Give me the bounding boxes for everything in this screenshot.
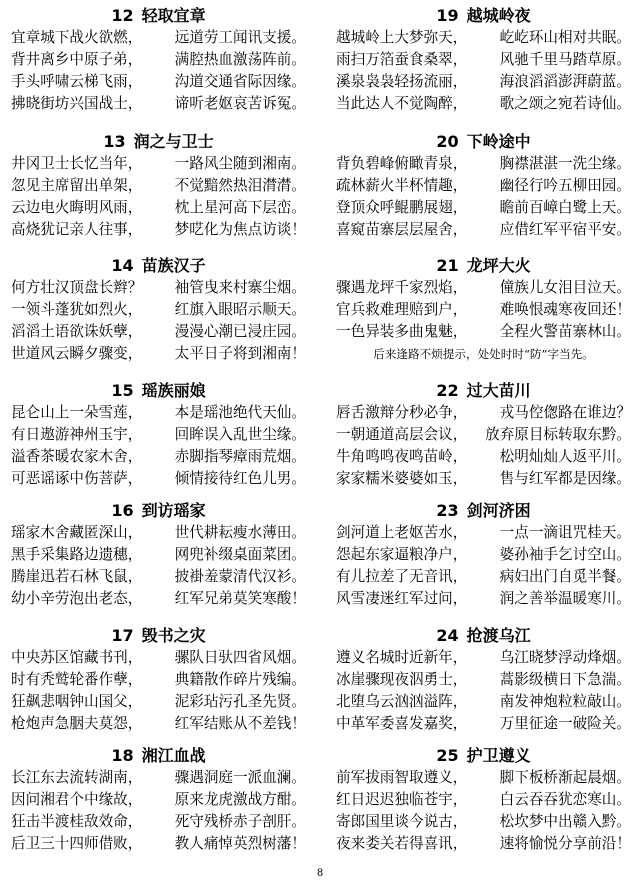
line-first-half: 牛角鸣鸣夜鸣苗岭， xyxy=(336,448,468,465)
poem-17 xyxy=(11,625,306,735)
line-second-half: 回眸误入乱世尘缘。 xyxy=(174,426,306,443)
poem-title-text: 越城岭夜 xyxy=(466,6,531,25)
line-second-half: 速将愉悦分享前沿！ xyxy=(499,835,631,852)
poem-title xyxy=(11,625,306,647)
poem-title xyxy=(336,380,631,402)
poem-19 xyxy=(336,5,631,115)
line-first-half: 疏林薪火半杯情趣， xyxy=(336,177,468,194)
line-second-half: 太平日子将到湘南！ xyxy=(174,345,306,362)
line-second-half: 婆孙袖手乞讨空山。 xyxy=(499,546,631,563)
line-second-half: 袖管曳来村寨尘烟。 xyxy=(174,279,306,296)
poem-number: 23 xyxy=(436,501,459,520)
poem-14 xyxy=(11,255,306,365)
poem-line xyxy=(11,566,306,588)
line-second-half: 海浪滔滔澎湃蔚蓝。 xyxy=(499,73,631,90)
line-first-half: 官兵救难理赔到户， xyxy=(336,301,468,318)
poem-number: 22 xyxy=(436,381,459,400)
poem-line xyxy=(336,468,631,490)
poem-line xyxy=(11,175,306,197)
poem-24 xyxy=(336,625,631,735)
line-second-half: 应借红军平宿平安。 xyxy=(499,221,631,238)
line-second-half: 满腔热血激荡阵前。 xyxy=(174,51,306,68)
poem-title-text: 过大苗川 xyxy=(466,381,531,400)
poem-line xyxy=(11,153,306,175)
poem-line xyxy=(336,219,631,241)
poem-line xyxy=(336,833,631,855)
poem-line xyxy=(336,343,631,365)
poem-line xyxy=(11,544,306,566)
poem-title-text: 轻取宜章 xyxy=(141,6,206,25)
line-second-half: 万里征途一破险关。 xyxy=(499,715,631,732)
line-second-half: 幽径行吟五柳田园。 xyxy=(499,177,631,194)
line-second-half: 教人痛悼英烈树藩！ xyxy=(174,835,306,852)
poem-line xyxy=(336,277,631,299)
poem-line xyxy=(11,669,306,691)
line-first-half: 昆仑山上一朵雪莲， xyxy=(11,404,143,421)
poem-line xyxy=(336,691,631,713)
poem-line xyxy=(336,27,631,49)
poem-title-text: 毁书之灾 xyxy=(141,626,206,645)
poem-line xyxy=(336,522,631,544)
poem-line xyxy=(11,713,306,735)
line-second-half: 放弃原目标转取东黔。 xyxy=(485,426,631,443)
poem-line xyxy=(336,175,631,197)
line-first-half: 冰崖骤现夜泅勇士， xyxy=(336,671,468,688)
poem-title xyxy=(336,131,631,153)
line-second-half: 全程火警苗寨林山。 xyxy=(499,323,631,340)
poem-line xyxy=(11,219,306,241)
line-second-half: 一路风尘随到湘南。 xyxy=(174,155,306,172)
line-second-half: 骡队日驮四省风烟。 xyxy=(174,649,306,666)
line-first-half: 怨起东家逼粮净户， xyxy=(336,546,468,563)
poem-line xyxy=(11,197,306,219)
line-first-half: 枪炮声急胭夫莫怨， xyxy=(11,715,143,732)
line-first-half: 后来逢路不烦提示，处处时时“防”字当先。 xyxy=(373,347,594,361)
poem-line xyxy=(336,566,631,588)
line-first-half: 寄郎国里谈今说古， xyxy=(336,813,468,830)
line-first-half: 夜来娄关若得喜讯， xyxy=(336,835,468,852)
line-second-half: 蒿影级横日下急湍。 xyxy=(499,671,631,688)
line-first-half: 中央苏区馆藏书刊， xyxy=(11,649,143,666)
poem-title-text: 润之与卫士 xyxy=(133,132,214,151)
poem-line xyxy=(336,153,631,175)
poem-line xyxy=(336,446,631,468)
poem-23 xyxy=(336,500,631,610)
poem-line xyxy=(11,321,306,343)
poem-title-text: 龙坪大火 xyxy=(466,256,531,275)
line-second-half: 死守残桥赤子剖肝。 xyxy=(174,813,306,830)
page-number: 8 xyxy=(316,868,324,879)
poem-22 xyxy=(336,380,631,490)
poem-line xyxy=(11,71,306,93)
line-second-half: 披褂羞蒙清代汉衫。 xyxy=(174,568,306,585)
poem-line xyxy=(336,544,631,566)
poem-line xyxy=(336,767,631,789)
poem-number: 18 xyxy=(111,746,134,765)
line-second-half: 胸襟湛湛一洗尘缘。 xyxy=(499,155,631,172)
poem-title xyxy=(336,745,631,767)
line-second-half: 骤遇洞庭一派血澜。 xyxy=(174,769,306,786)
poem-line xyxy=(11,277,306,299)
poem-number: 15 xyxy=(111,381,134,400)
line-first-half: 北堕乌云汹汹溢阵， xyxy=(336,693,468,710)
poem-title xyxy=(336,255,631,277)
line-first-half: 腾崖迅若石林飞鼠， xyxy=(11,568,143,585)
poem-line xyxy=(336,93,631,115)
poem-line xyxy=(336,424,631,446)
line-second-half: 售与红军都是因缘。 xyxy=(499,470,631,487)
line-first-half: 一领斗蓬犹如烈火， xyxy=(11,301,143,318)
line-first-half: 高烧犹记亲人往事， xyxy=(11,221,143,238)
line-first-half: 红日迟迟独临苍宇， xyxy=(336,791,468,808)
poem-title-text: 瑶族丽娘 xyxy=(141,381,206,400)
line-second-half: 脚下板桥渐起晨烟。 xyxy=(499,769,631,786)
poem-title-text: 剑河济困 xyxy=(466,501,531,520)
line-first-half: 何方壮汉顶盘长辫？ xyxy=(11,279,143,296)
poem-title xyxy=(11,380,306,402)
line-second-half: 典籍散作碎片残编。 xyxy=(174,671,306,688)
line-second-half: 泥彩玷污孔圣先贤。 xyxy=(174,693,306,710)
line-first-half: 井冈卫士长忆当年， xyxy=(11,155,143,172)
poem-line xyxy=(336,321,631,343)
line-second-half: 屹屹环山相对共眠。 xyxy=(499,29,631,46)
line-first-half: 一色异装多曲鬼魅， xyxy=(336,323,468,340)
poem-line xyxy=(336,49,631,71)
line-first-half: 前军拔雨智取遵义， xyxy=(336,769,468,786)
poem-line xyxy=(336,588,631,610)
line-first-half: 溪泉袅袅轻扬流丽， xyxy=(336,73,468,90)
line-first-half: 手头呼啸云梯飞雨， xyxy=(11,73,143,90)
poem-12 xyxy=(11,5,306,115)
poem-line xyxy=(336,713,631,735)
poem-title xyxy=(11,745,306,767)
poem-title xyxy=(11,255,306,277)
line-first-half: 长江东去流转湖南， xyxy=(11,769,143,786)
line-second-half: 不觉黯然热泪潸潸。 xyxy=(174,177,306,194)
line-first-half: 喜窥苗寨层层屋舍， xyxy=(336,221,468,238)
line-second-half: 南发神炮粒粒敲山。 xyxy=(499,693,631,710)
line-second-half: 僮族儿女泪目泣天。 xyxy=(499,279,631,296)
poem-title-text: 苗族汉子 xyxy=(141,256,206,275)
poem-line xyxy=(11,811,306,833)
line-first-half: 背负碧峰俯瞰青泉， xyxy=(336,155,468,172)
poem-line xyxy=(336,197,631,219)
line-second-half: 赤脚指琴瘴雨荒烟。 xyxy=(174,448,306,465)
line-second-half: 世代耕耘瘦水薄田。 xyxy=(174,524,306,541)
poem-line xyxy=(11,468,306,490)
poem-21 xyxy=(336,255,631,365)
poem-title-text: 湘江血战 xyxy=(141,746,206,765)
line-second-half: 枕上星河高下层峦。 xyxy=(174,199,306,216)
line-second-half: 倾情接待红色儿男。 xyxy=(174,470,306,487)
poem-number: 19 xyxy=(436,6,459,25)
line-first-half: 有儿拉差了无音讯， xyxy=(336,568,468,585)
poem-number: 16 xyxy=(111,501,134,520)
line-second-half: 戎马倥偬路在谁边？ xyxy=(499,404,631,421)
line-first-half: 背井离乡中原子弟， xyxy=(11,51,143,68)
poem-line xyxy=(336,299,631,321)
poem-number: 12 xyxy=(111,6,134,25)
line-first-half: 越城岭上大梦弥天， xyxy=(336,29,468,46)
poem-title xyxy=(336,5,631,27)
poem-title-text: 下岭途中 xyxy=(466,132,531,151)
line-second-half: 网兜补缀桌面菜团。 xyxy=(174,546,306,563)
poem-number: 17 xyxy=(111,626,134,645)
poem-line xyxy=(11,691,306,713)
line-first-half: 家家糯米婆婆如玉， xyxy=(336,470,468,487)
poem-line xyxy=(11,424,306,446)
line-first-half: 一朝通道高层会议， xyxy=(336,426,468,443)
poem-line xyxy=(336,402,631,424)
line-first-half: 瑶家木舍藏匿深山， xyxy=(11,524,143,541)
line-first-half: 遵义名城时近新年， xyxy=(336,649,468,666)
poem-line xyxy=(11,522,306,544)
poem-line xyxy=(11,27,306,49)
poem-line xyxy=(11,647,306,669)
line-second-half: 红军结账从不差钱！ xyxy=(174,715,306,732)
line-first-half: 黑手采集路边遗穗， xyxy=(11,546,143,563)
line-first-half: 云边电火晦明风雨， xyxy=(11,199,143,216)
poem-number: 14 xyxy=(111,256,134,275)
poem-line xyxy=(11,343,306,365)
line-first-half: 忽见主席留出单架， xyxy=(11,177,143,194)
poem-line xyxy=(336,811,631,833)
poem-line xyxy=(336,647,631,669)
line-second-half: 白云吞吞犹恋寒山。 xyxy=(499,791,631,808)
poem-title xyxy=(11,131,306,153)
poem-13 xyxy=(11,131,306,241)
line-second-half: 谛听老妪哀苦诉冤。 xyxy=(174,95,306,112)
line-first-half: 可恶谣诼中伤菩萨， xyxy=(11,470,143,487)
poem-line xyxy=(336,669,631,691)
line-first-half: 有日遨游神州玉宇， xyxy=(11,426,143,443)
poem-title-text: 护卫遵义 xyxy=(466,746,531,765)
line-second-half: 瞻前百嶂白鹭上天。 xyxy=(499,199,631,216)
line-first-half: 滔滔土语欲诛妖孽， xyxy=(11,323,143,340)
poem-number: 20 xyxy=(436,132,459,151)
line-second-half: 一点一滴诅咒桂天。 xyxy=(499,524,631,541)
line-first-half: 幼小辛劳泡出老态， xyxy=(11,590,143,607)
line-first-half: 中革军委喜发嘉奖， xyxy=(336,715,468,732)
line-second-half: 风驰千里马踏草原。 xyxy=(499,51,631,68)
line-second-half: 原来龙虎激战方酣。 xyxy=(174,791,306,808)
line-second-half: 梦呓化为焦点访谈！ xyxy=(174,221,306,238)
line-second-half: 润之善举温暖寒川。 xyxy=(499,590,631,607)
line-first-half: 世道风云瞬夕骤变， xyxy=(11,345,143,362)
poem-line xyxy=(11,588,306,610)
line-first-half: 登顶众呼鲲鹏展翅， xyxy=(336,199,468,216)
line-second-half: 病妇出门自觅半餐。 xyxy=(499,568,631,585)
poem-line xyxy=(11,833,306,855)
line-first-half: 拂晓街坊兴国战士， xyxy=(11,95,143,112)
poem-line xyxy=(11,93,306,115)
line-second-half: 松明灿灿人返平川。 xyxy=(499,448,631,465)
poem-title xyxy=(336,625,631,647)
poem-15 xyxy=(11,380,306,490)
line-second-half: 红军兄弟莫笑寒酸！ xyxy=(174,590,306,607)
poem-title-text: 抢渡乌江 xyxy=(466,626,531,645)
line-first-half: 因问湘君个中缘故， xyxy=(11,791,143,808)
line-first-half: 后卫三十四师借败， xyxy=(11,835,143,852)
poem-16 xyxy=(11,500,306,610)
poem-line xyxy=(336,71,631,93)
line-first-half: 剑河道上老妪苦水， xyxy=(336,524,468,541)
poem-line xyxy=(11,402,306,424)
poem-line xyxy=(11,299,306,321)
line-first-half: 宜章城下战火欲燃， xyxy=(11,29,143,46)
poem-20 xyxy=(336,131,631,241)
poem-line xyxy=(11,789,306,811)
poem-title xyxy=(11,500,306,522)
poem-number: 21 xyxy=(436,256,459,275)
line-first-half: 骤遇龙坪千家烈焰， xyxy=(336,279,468,296)
poem-18 xyxy=(11,745,306,855)
poem-number: 24 xyxy=(436,626,459,645)
line-first-half: 当此达人不觉陶醉， xyxy=(336,95,468,112)
poem-number: 25 xyxy=(436,746,459,765)
line-second-half: 歌之颂之宛若诗仙。 xyxy=(499,95,631,112)
poem-line xyxy=(11,767,306,789)
poem-number: 13 xyxy=(103,132,126,151)
line-second-half: 本是瑶池绝代天仙。 xyxy=(174,404,306,421)
line-second-half: 漫漫心潮已浸庄园。 xyxy=(174,323,306,340)
line-first-half: 狂击半渡桂敌效命， xyxy=(11,813,143,830)
poem-25 xyxy=(336,745,631,855)
line-second-half: 远道劳工闻讯支援。 xyxy=(174,29,306,46)
line-second-half: 乌江晓梦浮动烽烟。 xyxy=(499,649,631,666)
line-first-half: 溢香茶暖农家木舍， xyxy=(11,448,143,465)
line-second-half: 松坎梦中出赣入黔。 xyxy=(499,813,631,830)
line-second-half: 红旗入眼昭示顺天。 xyxy=(174,301,306,318)
line-first-half: 风雪凄迷红军过问， xyxy=(336,590,468,607)
line-first-half: 雨扫万箔蚕食桑翠， xyxy=(336,51,468,68)
line-second-half: 难唤恨魂寒夜回还！ xyxy=(499,301,631,318)
poem-title xyxy=(336,500,631,522)
poem-line xyxy=(11,446,306,468)
line-first-half: 时有秃鹫轮番作孽， xyxy=(11,671,143,688)
poem-title-text: 到访瑶家 xyxy=(141,501,206,520)
line-second-half: 沟道交通省际因缘。 xyxy=(174,73,306,90)
poem-title xyxy=(11,5,306,27)
poem-line xyxy=(11,49,306,71)
poem-line xyxy=(336,789,631,811)
line-first-half: 唇舌激辩分秒必争， xyxy=(336,404,468,421)
line-first-half: 狂飙悲咽钟山国父， xyxy=(11,693,143,710)
